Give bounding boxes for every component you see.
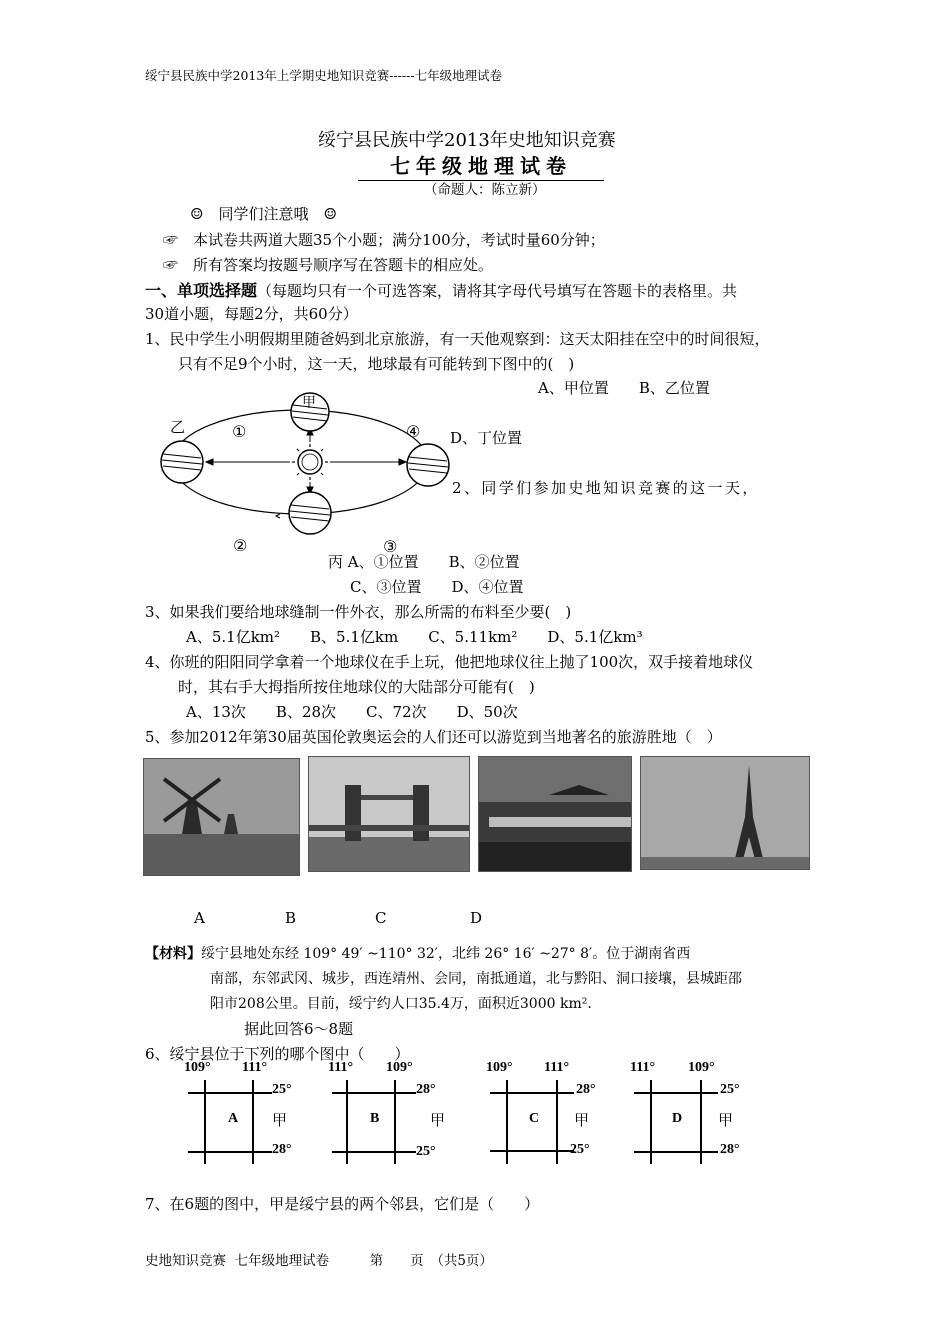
sun-icon (292, 444, 328, 480)
grid-c-lon-right: 111° (544, 1060, 570, 1075)
note-2: ☞ 所有答案均按题号顺序写在答题卡的相应处。 (163, 256, 494, 274)
label-yi: 乙 (170, 418, 186, 436)
exam-title: 绥宁县民族中学2013年史地知识竞赛 (318, 130, 616, 151)
grid-a-letter: A (228, 1111, 239, 1126)
q7-stem: 7、在6题的图中，甲是绥宁县的两个邻县，它们是（ ） (145, 1195, 540, 1213)
material-line-1 (145, 943, 690, 963)
q6-stem: 6、绥宁县位于下列的哪个图中（ ） (145, 1045, 410, 1063)
tower-bridge-icon (309, 757, 469, 871)
material-line-2: 南部，东邻武冈、城步，西连靖州、会同，南抵通道，北与黔阳、洞口接壤，县城距邵 (210, 971, 742, 987)
q1-stem-2: 只有不足9个小时，这一天，地球最有可能转到下图中的( ) (178, 355, 575, 373)
grid-d-jia: 甲 (718, 1111, 734, 1129)
grid-c-lat-bottom: 25° (570, 1142, 590, 1157)
grid-b-lon-left: 111° (328, 1060, 354, 1075)
grid-c-letter: C (529, 1111, 540, 1126)
grid-a-jia: 甲 (272, 1111, 288, 1129)
q3-stem: 3、如果我们要给地球缝制一件外衣，那么所需的布料至少要( ) (145, 603, 572, 621)
grid-b-jia: 甲 (430, 1111, 446, 1129)
section1-desc: （每题均只有一个可选答案，请将其字母代号填写在答题卡的表格里。共 (257, 282, 738, 300)
q5-label-b: B (285, 909, 297, 927)
exam-author: （命题人：陈立新） (424, 182, 546, 198)
material-label: 【材料】 (145, 946, 201, 962)
grid-a-lat-top: 25° (272, 1082, 292, 1097)
grid-d-lat-top: 25° (720, 1082, 740, 1097)
material-text-1: 绥宁县地处东经 109° 49′ ~110° 32′，北纬 26° 16′ ~27° 8′。位于湖南省西 (201, 946, 691, 962)
q2-options-ab (328, 551, 520, 572)
grid-c-jia: 甲 (574, 1111, 590, 1129)
q2-options-ab-text: A、①位置 B、②位置 (347, 553, 520, 571)
label-pos-2: ② (233, 536, 248, 555)
label-pos-3: ③ (383, 537, 398, 556)
material-line-3: 阳市208公里。目前，绥宁约人口35.4万，面积近3000 km². (210, 996, 592, 1012)
grid-d (630, 1060, 750, 1170)
exam-subtitle: 七年级地理试卷 (358, 150, 604, 181)
q4-options: A、13次 B、28次 C、72次 D、50次 (186, 703, 518, 721)
page-footer: 史地知识竞赛 七年级地理试卷 第 页 （共5页） (145, 1253, 493, 1269)
section1-desc-2: 30道小题，每题2分，共60分） (145, 305, 358, 323)
earth-left-icon (161, 441, 203, 483)
q1-option-d: D、丁位置 (450, 429, 523, 447)
material-line-4: 据此回答6～8题 (244, 1020, 354, 1038)
q2-stem: 2、同学们参加史地知识竞赛的这一天， (452, 479, 760, 497)
q2-options-cd: C、③位置 D、④位置 (350, 578, 524, 596)
grid-c-lon-left: 109° (486, 1060, 513, 1075)
label-jia: 甲 (302, 395, 316, 411)
q3-options: A、5.1亿km² B、5.1亿km C、5.11km² D、5.1亿km³ (186, 628, 643, 646)
tower-bridge-photo (308, 756, 470, 872)
grid-d-lon-right: 109° (688, 1060, 715, 1075)
grid-b-letter: B (370, 1111, 380, 1126)
label-bing: 丙 (328, 553, 344, 571)
windmill-photo (143, 758, 300, 876)
earth-right-icon (407, 444, 449, 486)
grid-b-lat-top: 28° (416, 1082, 436, 1097)
q4-stem: 4、你班的阳阳同学拿着一个地球仪在手上玩，他把地球仪往上抛了100次，双手接着地球仪 (145, 653, 754, 671)
grid-d-lon-left: 111° (630, 1060, 656, 1075)
grid-c-lat-top: 28° (576, 1082, 596, 1097)
q5-label-d: D (470, 909, 483, 927)
eiffel-tower-icon (641, 757, 809, 869)
grid-d-letter: D (672, 1111, 683, 1126)
q1-stem: 1、民中学生小明假期里随爸妈到北京旅游，有一天他观察到：这天太阳挂在空中的时间很短， (145, 330, 770, 348)
grid-b-lon-right: 109° (386, 1060, 413, 1075)
grid-a (184, 1060, 304, 1170)
earth-orbit-diagram (150, 385, 460, 565)
section1-title: 一、单项选择题 (145, 281, 258, 300)
grid-a-lat-bottom: 28° (272, 1142, 292, 1157)
grid-a-lon-left: 109° (184, 1060, 211, 1075)
windmill-icon (144, 759, 299, 875)
page-header: 绥宁县民族中学2013年上学期史地知识竞赛------七年级地理试卷 (145, 68, 503, 83)
earth-bottom-icon (289, 492, 331, 534)
grid-a-lon-right: 111° (242, 1060, 268, 1075)
label-pos-1: ① (232, 422, 247, 441)
grid-c (486, 1060, 606, 1170)
forbidden-city-photo (478, 756, 632, 872)
grid-b (328, 1060, 448, 1170)
q1-options-ab: A、甲位置 B、乙位置 (538, 379, 710, 397)
grid-b-lat-bottom: 25° (416, 1144, 436, 1159)
q4-stem-2: 时，其右手大拇指所按住地球仪的大陆部分可能有( ) (178, 678, 535, 696)
label-pos-4: ④ (406, 422, 421, 441)
notice: ☺ 同学们注意哦 ☺ (190, 205, 337, 223)
orbit-arrow-bottom (276, 514, 280, 518)
grid-d-lat-bottom: 28° (720, 1142, 740, 1157)
section1-heading (145, 278, 737, 301)
q5-stem: 5、参加2012年第30届英国伦敦奥运会的人们还可以游览到当地著名的旅游胜地（ ） (145, 728, 722, 746)
q5-label-a: A (194, 909, 205, 927)
note-1: ☞ 本试卷共两道大题35个小题；满分100分，考试时量60分钟； (163, 231, 605, 249)
palace-icon (479, 757, 631, 871)
eiffel-tower-photo (640, 756, 810, 870)
q5-label-c: C (375, 909, 387, 927)
